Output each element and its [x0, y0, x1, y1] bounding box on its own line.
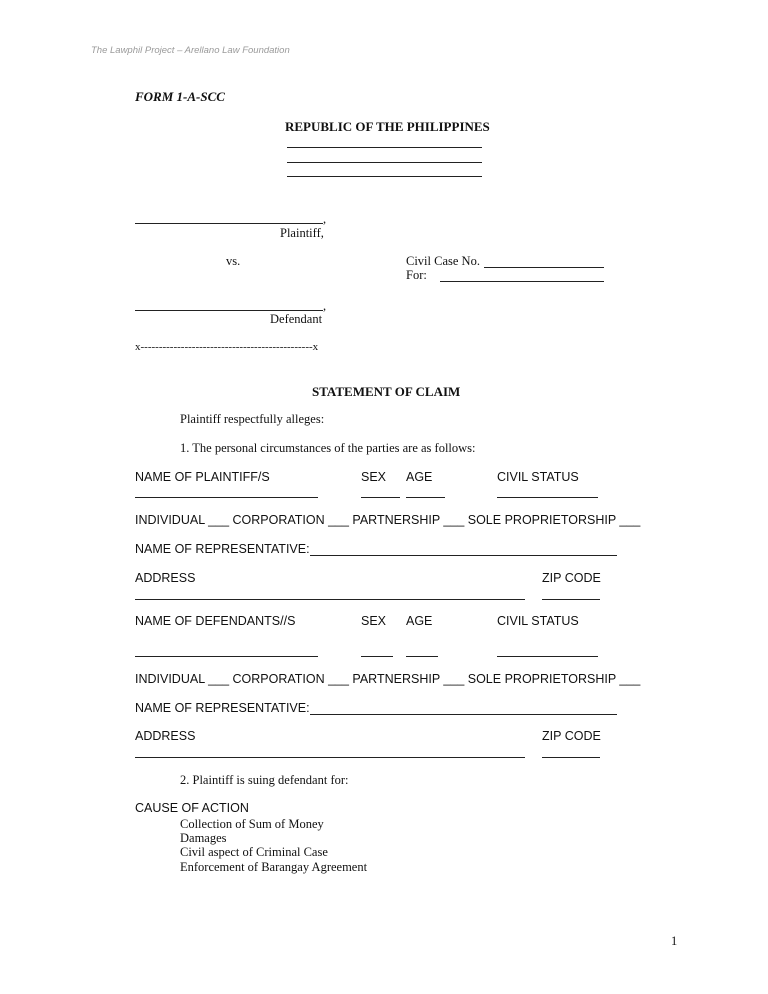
court-line-3[interactable]: [287, 176, 482, 177]
defendant-sex-label: SEX: [361, 614, 387, 628]
plaintiff-civil-status-label: CIVIL STATUS: [497, 470, 579, 484]
page-number: 1: [671, 934, 678, 948]
civil-case-number-line[interactable]: [484, 267, 604, 268]
court-line-1[interactable]: [287, 147, 482, 148]
defendant-address-label: ADDRESS: [135, 729, 196, 743]
plaintiff-address-field[interactable]: [135, 599, 525, 600]
defendant-address-field[interactable]: [135, 757, 525, 758]
plaintiff-label: Plaintiff,: [280, 226, 324, 240]
court-line-2[interactable]: [287, 162, 482, 163]
defendant-zip-label: ZIP CODE: [542, 729, 601, 743]
plaintiff-sex-label: SEX: [361, 470, 387, 484]
header-note: The Lawphil Project – Arellano Law Foundation: [91, 45, 290, 56]
defendant-representative-field[interactable]: [310, 714, 617, 715]
paragraph-1: 1. The personal circumstances of the parties are as follows:: [180, 441, 476, 455]
plaintiff-name-field[interactable]: [135, 497, 318, 498]
cause-item: Collection of Sum of Money: [180, 817, 324, 831]
cause-item: Damages: [180, 831, 227, 845]
plaintiff-type-options[interactable]: INDIVIDUAL ___ CORPORATION ___ PARTNERSHIP ___ SOLE PROPRIETORSHIP ___: [135, 513, 641, 527]
plaintiff-name-label: NAME OF PLAINTIFF/S: [135, 470, 270, 484]
plaintiff-comma: ,: [323, 212, 327, 226]
form-id: FORM 1-A-SCC: [135, 89, 225, 104]
defendant-age-field[interactable]: [406, 656, 438, 657]
defendant-representative-label: NAME OF REPRESENTATIVE:: [135, 701, 310, 715]
for-line[interactable]: [440, 281, 604, 282]
plaintiff-civil-status-field[interactable]: [497, 497, 598, 498]
plaintiff-age-label: AGE: [406, 470, 433, 484]
plaintiff-sex-field[interactable]: [361, 497, 400, 498]
plaintiff-address-label: ADDRESS: [135, 571, 196, 585]
defendant-comma: ,: [323, 299, 327, 313]
caption-divider: x-----------------------------------------------x: [135, 341, 319, 353]
defendant-civil-status-field[interactable]: [497, 656, 598, 657]
defendant-age-label: AGE: [406, 614, 433, 628]
defendant-name-line[interactable]: [135, 310, 323, 311]
defendant-sex-field[interactable]: [361, 656, 393, 657]
plaintiff-representative-label: NAME OF REPRESENTATIVE:: [135, 542, 310, 556]
cause-of-action-heading: CAUSE OF ACTION: [135, 801, 249, 815]
plaintiff-zip-field[interactable]: [542, 599, 600, 600]
republic-heading: REPUBLIC OF THE PHILIPPINES: [285, 119, 490, 134]
plaintiff-representative-field[interactable]: [310, 555, 617, 556]
vs-label: vs.: [226, 254, 241, 268]
plaintiff-age-field[interactable]: [406, 497, 445, 498]
cause-item: Enforcement of Barangay Agreement: [180, 860, 368, 874]
cause-item: Civil aspect of Criminal Case: [180, 845, 328, 859]
document-title: STATEMENT OF CLAIM: [312, 384, 461, 399]
defendant-name-field[interactable]: [135, 656, 318, 657]
plaintiff-name-line[interactable]: [135, 223, 323, 224]
civil-case-label: Civil Case No.: [406, 254, 480, 268]
defendant-type-options[interactable]: INDIVIDUAL ___ CORPORATION ___ PARTNERSHIP ___ SOLE PROPRIETORSHIP ___: [135, 672, 641, 686]
for-label: For:: [406, 268, 427, 282]
intro-text: Plaintiff respectfully alleges:: [180, 412, 325, 426]
defendant-civil-status-label: CIVIL STATUS: [497, 614, 579, 628]
defendant-label: Defendant: [270, 312, 323, 326]
defendant-name-label: NAME OF DEFENDANTS//S: [135, 614, 296, 628]
plaintiff-zip-label: ZIP CODE: [542, 571, 601, 585]
defendant-zip-field[interactable]: [542, 757, 600, 758]
paragraph-2: 2. Plaintiff is suing defendant for:: [180, 773, 349, 787]
